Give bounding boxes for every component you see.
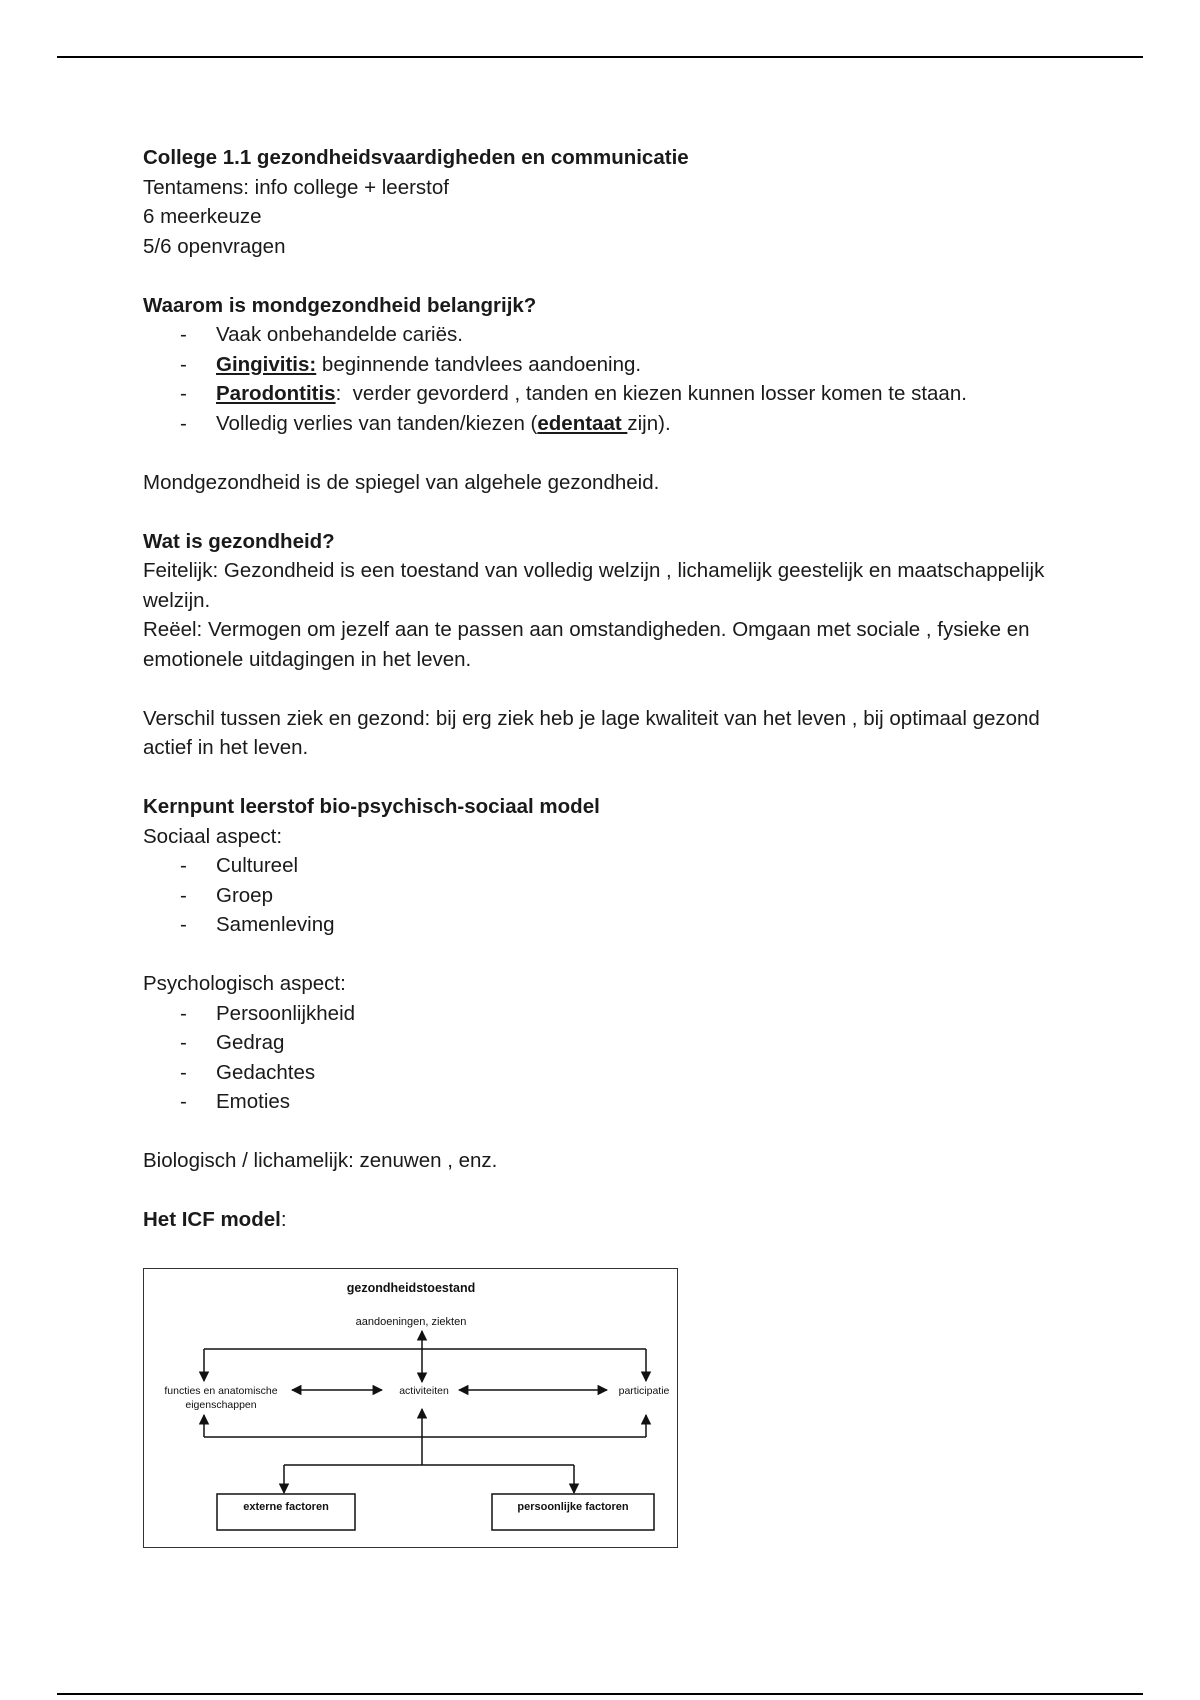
mirror-statement: Mondgezondheid is de spiegel van algehele gezondheid.: [143, 470, 660, 494]
intro-line: Tentamens: info college + leerstof: [143, 175, 449, 199]
icf-heading: Het ICF model:: [143, 1208, 287, 1231]
external-factors-label: externe factoren: [243, 1501, 329, 1513]
factual-definition: Feitelijk: Gezondheid is een toestand van volledig welzijn , lichamelijk geestelijk en maatschappelijk welzijn.: [143, 559, 1045, 612]
list-item: - Parodontitis: verder gevorderd , tanden en kiezen kunnen losser komen te staan.: [143, 379, 1083, 409]
page-title: College 1.1 gezondheidsvaardigheden en communicatie: [143, 146, 689, 169]
why-list: [143, 320, 1083, 438]
psych-list: [143, 999, 1083, 1117]
term-edentaat: edentaat: [537, 411, 628, 435]
icf-diagram: [143, 1268, 678, 1548]
section-heading-model: Kernpunt leerstof bio-psychisch-sociaal model: [143, 795, 600, 818]
diagram-center-label: activiteiten: [399, 1385, 449, 1397]
diagram-left-label-2: eigenschappen: [185, 1399, 257, 1411]
diagram-left-label: functies en anatomische: [164, 1385, 278, 1397]
list-item: - Gingivitis: beginnende tandvlees aandoening.: [143, 350, 1083, 380]
personal-factors-label: persoonlijke factoren: [517, 1501, 629, 1513]
list-item: - Gedachtes: [143, 1058, 1083, 1088]
section-heading-why: Waarom is mondgezondheid belangrijk?: [143, 293, 537, 317]
list-item: - Emoties: [143, 1087, 1083, 1117]
term-gingivitis: Gingivitis:: [216, 352, 317, 376]
list-item: - Persoonlijkheid: [143, 999, 1083, 1029]
list-item: - Groep: [143, 881, 1083, 911]
intro-line: 6 meerkeuze: [143, 205, 262, 228]
list-item: - Cultureel: [143, 851, 1083, 881]
term-parodontitis: Parodontitis: [216, 382, 336, 405]
intro-line: 5/6 openvragen: [143, 234, 286, 258]
real-definition: Reëel: Vermogen om jezelf aan te passen aan omstandigheden. Omgaan met sociale , fysieke en emotionele uitdagingen in het leven.: [143, 618, 1030, 671]
document-body: [143, 143, 1083, 1235]
difference-paragraph: Verschil tussen ziek en gezond: bij erg ziek heb je lage kwaliteit van het leven , bij optimaal gezond actief in het leven.: [143, 706, 1040, 759]
bio-line: Biologisch / lichamelijk: zenuwen , enz.: [143, 1149, 498, 1172]
list-item: - Vaak onbehandelde cariës.: [143, 320, 1083, 350]
header-rule: [57, 56, 1143, 58]
social-label: Sociaal aspect:: [143, 824, 283, 848]
footer-rule: [57, 1693, 1143, 1695]
list-item: - Volledig verlies van tanden/kiezen (edentaat zijn).: [143, 409, 1083, 439]
psych-label: Psychologisch aspect:: [143, 972, 346, 995]
icf-diagram-svg: [144, 1269, 679, 1549]
section-heading-health: Wat is gezondheid?: [143, 529, 335, 553]
social-list: [143, 851, 1083, 940]
diagram-sub-label: aandoeningen, ziekten: [355, 1316, 467, 1328]
list-item: - Samenleving: [143, 910, 1083, 940]
diagram-right-label: participatie: [618, 1385, 670, 1397]
list-item: - Gedrag: [143, 1028, 1083, 1058]
diagram-top-label: gezondheidstoestand: [346, 1281, 476, 1295]
